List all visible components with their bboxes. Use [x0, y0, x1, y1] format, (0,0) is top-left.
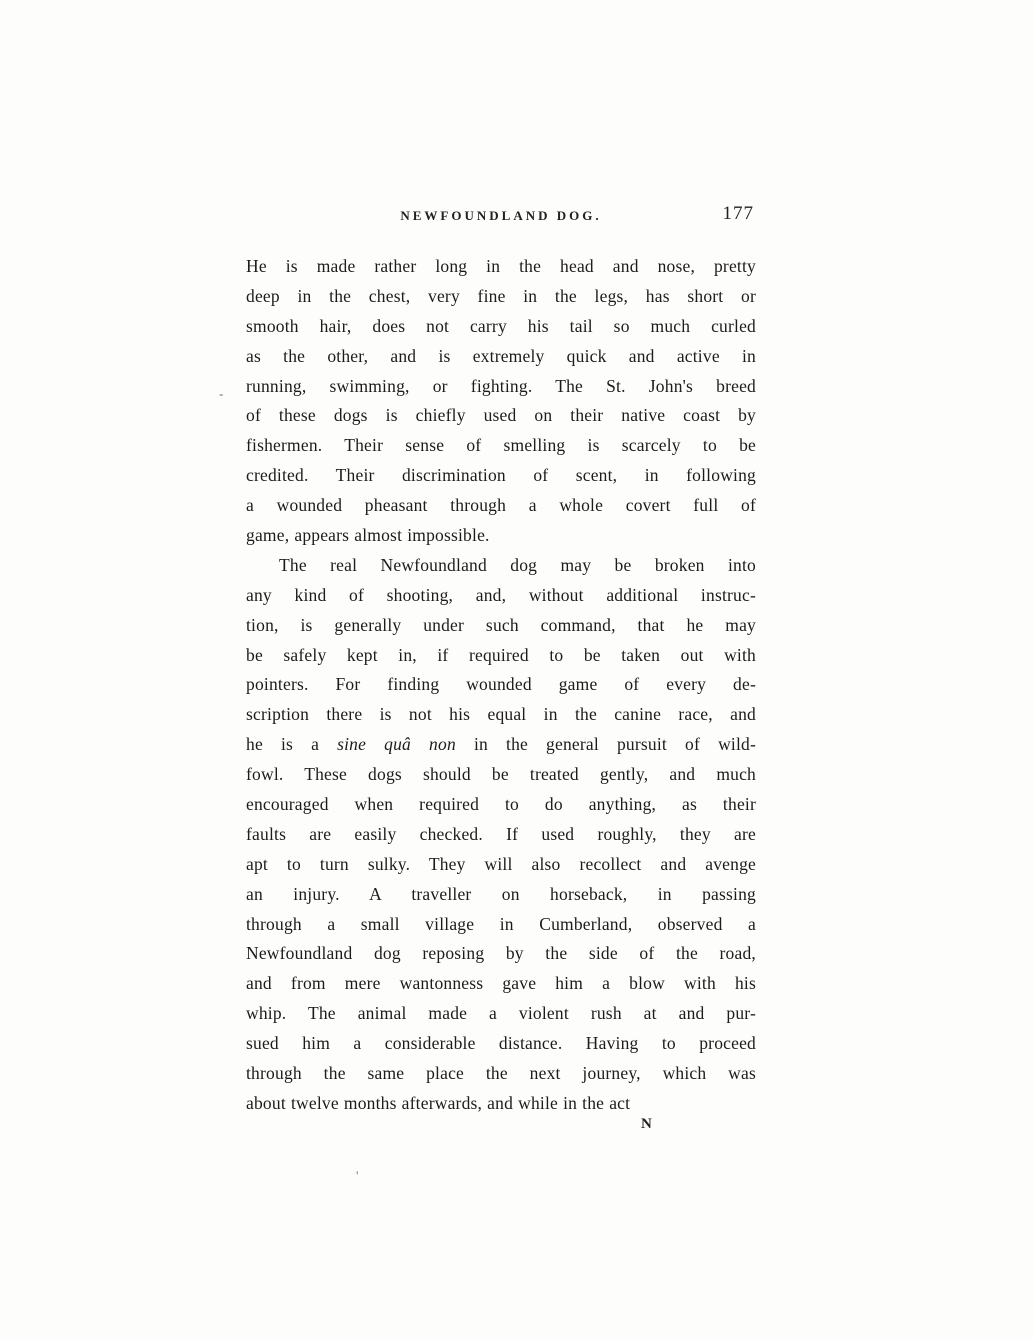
text-segment: Newfoundland dog reposing by the side of the road,: [246, 943, 756, 964]
text-line: [246, 790, 756, 820]
text-block: [246, 252, 756, 1119]
text-line: [246, 1059, 756, 1089]
text-segment: through a small village in Cumberland, observed a: [246, 913, 756, 934]
text-line: [246, 581, 756, 611]
text-line: [246, 252, 756, 282]
text-line: [246, 730, 756, 760]
text-line: [246, 372, 756, 402]
text-segment: fishermen. Their sense of smelling is scarcely to be: [246, 435, 756, 456]
text-segment: smooth hair, does not carry his tail so much curled: [246, 315, 756, 336]
text-segment: tion, is generally under such command, that he may: [246, 614, 756, 635]
text-line: [246, 850, 756, 880]
text-segment: credited. Their discrimination of scent, in following: [246, 465, 756, 486]
text-line: [246, 461, 756, 491]
text-segment: The real Newfoundland dog may be broken into: [279, 554, 756, 575]
text-line: [246, 282, 756, 312]
text-line: [246, 939, 756, 969]
text-segment: as the other, and is extremely quick and active in: [246, 345, 756, 366]
text-segment: about twelve months afterwards, and while in the act: [246, 1092, 631, 1113]
text-line: [246, 820, 756, 850]
text-line: [246, 342, 756, 372]
text-line: [246, 910, 756, 940]
scan-artifact: -: [219, 386, 224, 401]
text-segment: a wounded pheasant through a whole covert full of: [246, 495, 756, 516]
text-line: [246, 670, 756, 700]
text-segment: scription there is not his equal in the canine race, and: [246, 704, 756, 725]
text-line: [246, 999, 756, 1029]
text-segment: any kind of shooting, and, without additional instruc-: [246, 584, 756, 605]
text-segment: fowl. These dogs should be treated gently, and much: [246, 764, 756, 785]
text-segment: he is a: [246, 734, 338, 755]
text-segment: whip. The animal made a violent rush at and pur-: [246, 1003, 756, 1024]
paragraph: [246, 252, 756, 551]
text-segment: an injury. A traveller on horseback, in passing: [246, 883, 756, 904]
text-line: [246, 491, 756, 521]
text-line: [246, 611, 756, 641]
italic-phrase: sine quâ non: [337, 734, 456, 755]
text-segment: pointers. For finding wounded game of every de-: [246, 674, 756, 695]
running-title: NEWFOUNDLAND DOG.: [400, 208, 602, 223]
text-segment: deep in the chest, very fine in the legs, has short or: [246, 285, 756, 306]
text-line: [246, 880, 756, 910]
text-segment: sued him a considerable distance. Having to proceed: [246, 1033, 756, 1054]
text-segment: in the general pursuit of wild-: [455, 734, 756, 755]
text-segment: through the same place the next journey, which was: [246, 1063, 756, 1084]
page-header: [246, 205, 756, 229]
text-line: [246, 760, 756, 790]
text-segment: and from mere wantonness gave him a blow with his: [246, 973, 756, 994]
scan-artifact: ': [356, 1168, 359, 1183]
text-segment: He is made rather long in the head and nose, pretty: [246, 256, 756, 276]
text-line: [246, 700, 756, 730]
text-line: [246, 1029, 756, 1059]
text-line: [246, 312, 756, 342]
text-line: [246, 431, 756, 461]
paragraph: [246, 551, 756, 1119]
text-segment: of these dogs is chiefly used on their native coast by: [246, 405, 756, 426]
text-line: [246, 969, 756, 999]
signature-mark: N: [641, 1116, 652, 1132]
text-segment: faults are easily checked. If used roughly, they are: [246, 823, 756, 844]
text-line: [246, 551, 756, 581]
text-segment: apt to turn sulky. They will also recollect and avenge: [246, 853, 756, 874]
page-number: 177: [722, 203, 754, 224]
text-segment: encouraged when required to do anything, as their: [246, 794, 756, 815]
text-segment: running, swimming, or fighting. The St. John's breed: [246, 375, 756, 396]
text-segment: game, appears almost impossible.: [246, 525, 490, 546]
text-line: [246, 641, 756, 671]
text-line: [246, 401, 756, 431]
text-segment: be safely kept in, if required to be taken out with: [246, 644, 756, 665]
text-line: [246, 521, 756, 551]
text-line: [246, 1089, 756, 1119]
